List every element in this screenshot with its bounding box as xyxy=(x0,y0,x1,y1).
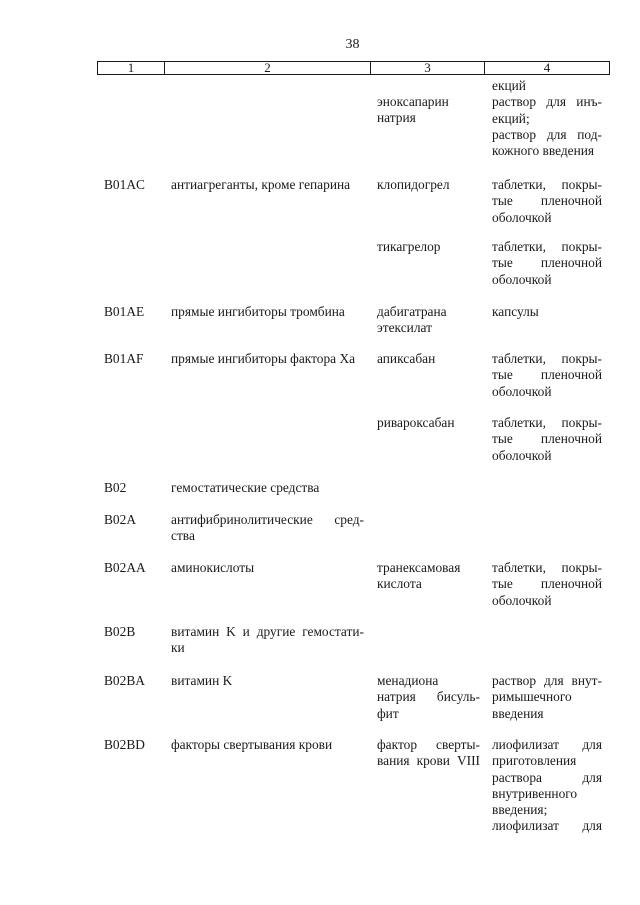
drug-name: транексамовая кислота xyxy=(377,560,461,592)
column-header-4: 4 xyxy=(485,62,610,75)
atc-code: B02AA xyxy=(104,560,146,575)
drug-name: менадиона натрия бисуль- фит xyxy=(377,673,480,721)
atc-code: B02A xyxy=(104,512,136,527)
dosage-form: таблетки, покры- тые пленочной оболочкой xyxy=(492,560,602,608)
dosage-form: екций раствор для инъ- екций; раствор для под- кожного введения xyxy=(492,78,602,159)
drug-name: фактор сверты- вания крови VIII xyxy=(377,737,480,769)
dosage-form: капсулы xyxy=(492,304,539,319)
drug-name: дабигатрана этексилат xyxy=(377,304,447,336)
atc-code: B02B xyxy=(104,624,136,639)
group-name: прямые ингибиторы тромбина xyxy=(171,304,345,319)
dosage-form: таблетки, покры- тые пленочной оболочкой xyxy=(492,239,602,287)
column-header-row xyxy=(97,61,610,75)
drug-name: ривароксабан xyxy=(377,415,455,430)
group-name: витамин K xyxy=(171,673,233,688)
dosage-form: таблетки, покры- тые пленочной оболочкой xyxy=(492,351,602,399)
drug-name: тикагрелор xyxy=(377,239,441,254)
atc-code: B01AE xyxy=(104,304,145,319)
group-name: витамин K и другие гемостати- ки xyxy=(171,624,364,656)
dosage-form: таблетки, покры- тые пленочной оболочкой xyxy=(492,415,602,463)
dosage-form: таблетки, покры- тые пленочной оболочкой xyxy=(492,177,602,225)
drug-name: клопидогрел xyxy=(377,177,450,192)
drug-name: апиксабан xyxy=(377,351,436,366)
group-name: факторы свертывания крови xyxy=(171,737,333,752)
atc-code: B01AF xyxy=(104,351,144,366)
group-name: прямые ингибиторы фактора Xa xyxy=(171,351,356,366)
atc-code: B02BA xyxy=(104,673,145,688)
column-header-1: 1 xyxy=(98,62,165,75)
group-name: гемостатические средства xyxy=(171,480,320,495)
dosage-form: раствор для внут- римышечного введения xyxy=(492,673,602,721)
group-name: антифибринолитические сред- ства xyxy=(171,512,364,544)
group-name: антиагреганты, кроме гепарина xyxy=(171,177,351,192)
group-name: аминокислоты xyxy=(171,560,255,575)
atc-code: B02BD xyxy=(104,737,145,752)
page-number: 38 xyxy=(345,37,360,52)
atc-code: B02 xyxy=(104,480,127,495)
dosage-form: лиофилизат для приготовления раствора для внутривенного введения; лиофилизат для xyxy=(492,737,602,834)
drug-name: эноксапарин натрия xyxy=(377,94,449,126)
column-header-2: 2 xyxy=(165,62,371,75)
column-header-3: 3 xyxy=(371,62,485,75)
atc-code: B01AC xyxy=(104,177,145,192)
